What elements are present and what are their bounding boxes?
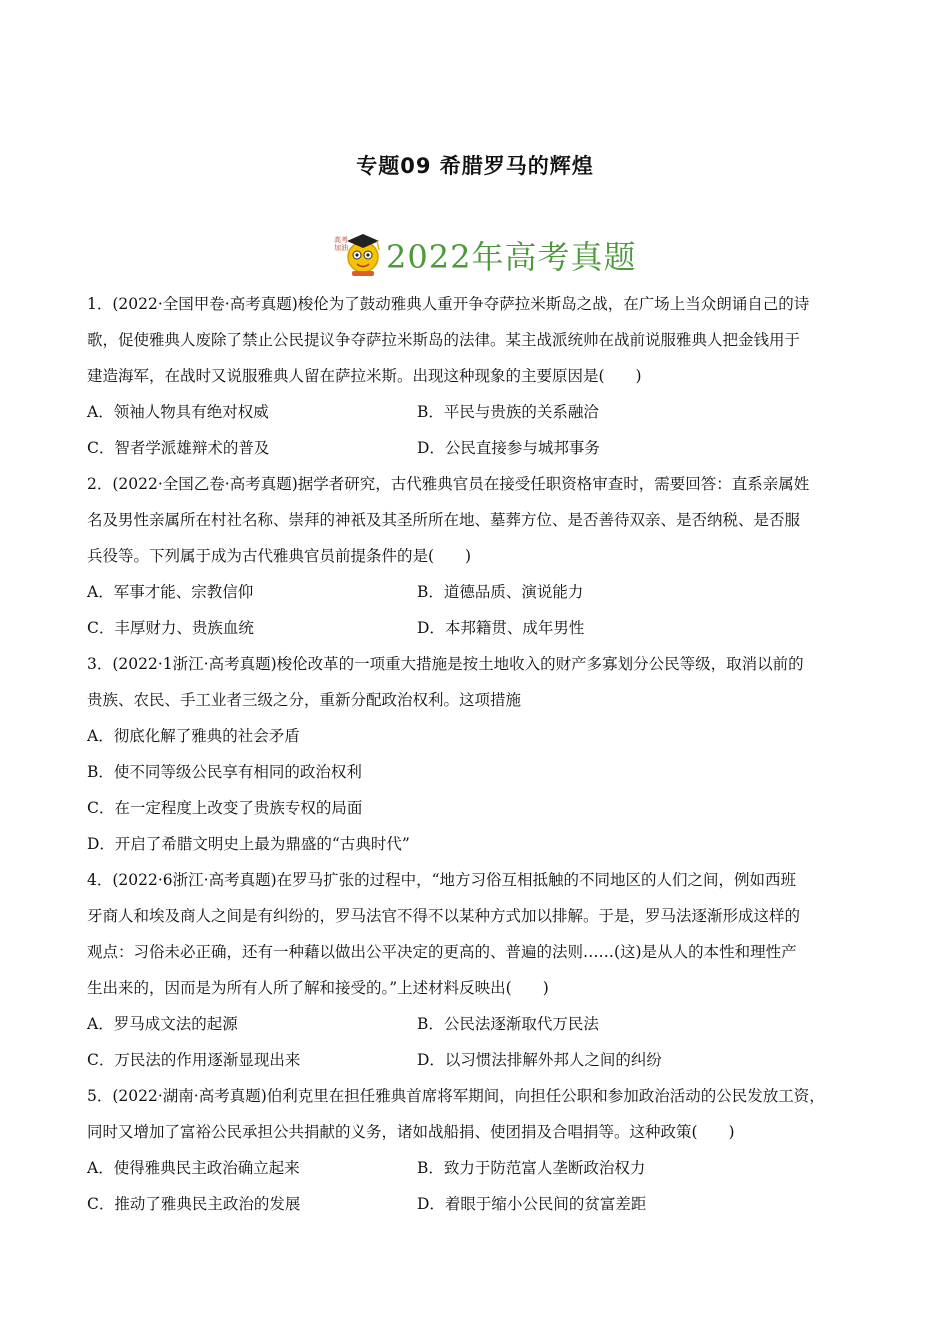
option-d: D．开启了希腊文明史上最为鼎盛的“古典时代” xyxy=(87,835,410,853)
option-a: A．彻底化解了雅典的社会矛盾 xyxy=(87,727,300,745)
option-d: D．着眼于缩小公民间的贫富差距 xyxy=(417,1195,647,1213)
option-b: B．使不同等级公民享有相同的政治权利 xyxy=(87,763,362,781)
question-text-line: 名及男性亲属所在村社名称、崇拜的神祇及其圣所所在地、墓葬方位、是否善待双亲、是否纳税、是否服 xyxy=(87,511,801,529)
question-text-line: 建造海军，在战时又说服雅典人留在萨拉米斯。出现这种现象的主要原因是( ) xyxy=(87,367,642,385)
mascot-caption: 高考加油 xyxy=(334,236,348,252)
option-row xyxy=(87,394,863,430)
question-2 xyxy=(87,466,863,646)
question-text-line: 观点：习俗未必正确，还有一种藉以做出公平决定的更高的、普遍的法则……(这)是从人的本性和理性产 xyxy=(87,943,797,961)
question-text-line: 1．(2022·全国甲卷·高考真题)梭伦为了鼓动雅典人重开争夺萨拉米斯岛之战，在广场上当众朗诵自己的诗 xyxy=(87,295,810,313)
question-text-line: 生出来的，因而是为所有人所了解和接受的。”上述材料反映出( ) xyxy=(87,979,549,997)
option-b: B．道德品质、演说能力 xyxy=(417,583,584,601)
option-d: D．以习惯法排解外邦人之间的纠纷 xyxy=(417,1051,662,1069)
question-5 xyxy=(87,1078,863,1222)
option-a: A．领袖人物具有绝对权威 xyxy=(87,403,269,421)
option-c: C．万民法的作用逐渐显现出来 xyxy=(87,1051,301,1069)
option-row xyxy=(87,1150,863,1186)
option-b: B．致力于防范富人垄断政治权力 xyxy=(417,1159,646,1177)
banner-text: 2022年高考真题 xyxy=(386,238,637,276)
option-a: A．罗马成文法的起源 xyxy=(87,1015,238,1033)
option-a: A．军事才能、宗教信仰 xyxy=(87,583,254,601)
option-d: D．公民直接参与城邦事务 xyxy=(417,439,600,457)
option-row xyxy=(87,610,863,646)
option-b: B．平民与贵族的关系融洽 xyxy=(417,403,599,421)
option-a: A．使得雅典民主政治确立起来 xyxy=(87,1159,300,1177)
question-text-line: 4．(2022·6浙江·高考真题)在罗马扩张的过程中，“地方习俗互相抵触的不同地区的人们之间，例如西班 xyxy=(87,871,797,889)
option-c: C．丰厚财力、贵族血统 xyxy=(87,619,254,637)
page-title: 专题09 希腊罗马的辉煌 xyxy=(356,154,594,178)
question-text-line: 歌，促使雅典人废除了禁止公民提议争夺萨拉米斯岛的法律。某主战派统帅在战前说服雅典人把金钱用于 xyxy=(87,331,801,349)
question-text-line: 牙商人和埃及商人之间是有纠纷的，罗马法官不得不以某种方式加以排解。于是，罗马法逐渐形成这样的 xyxy=(87,907,801,925)
option-c: C．在一定程度上改变了贵族专权的局面 xyxy=(87,799,363,817)
option-c: C．智者学派雄辩术的普及 xyxy=(87,439,270,457)
question-text-line: 贵族、农民、手工业者三级之分，重新分配政治权利。这项措施 xyxy=(87,691,522,709)
option-row xyxy=(87,430,863,466)
mascot-icon xyxy=(330,228,386,278)
question-text-line: 同时又增加了富裕公民承担公共捐献的义务，诸如战船捐、使团捐及合唱捐等。这种政策( ) xyxy=(87,1123,735,1141)
option-row xyxy=(87,574,863,610)
option-c: C．推动了雅典民主政治的发展 xyxy=(87,1195,301,1213)
option-row xyxy=(87,1042,863,1078)
question-text-line: 2．(2022·全国乙卷·高考真题)据学者研究，古代雅典官员在接受任职资格审查时，需要回答：直系亲属姓 xyxy=(87,475,810,493)
question-text-line: 3．(2022·1浙江·高考真题)梭伦改革的一项重大措施是按土地收入的财产多寡划分公民等级，取消以前的 xyxy=(87,655,804,673)
question-3 xyxy=(87,646,863,862)
question-text-line: 兵役等。下列属于成为古代雅典官员前提条件的是( ) xyxy=(87,547,472,565)
question-1 xyxy=(87,286,863,466)
option-b: B．公民法逐渐取代万民法 xyxy=(417,1015,599,1033)
option-row xyxy=(87,1006,863,1042)
exam-banner xyxy=(330,228,637,278)
option-row xyxy=(87,1186,863,1222)
question-text-line: 5．(2022·湖南·高考真题)伯利克里在担任雅典首席将军期间，向担任公职和参加政治活动的公民发放工资， xyxy=(87,1087,825,1105)
option-d: D．本邦籍贯、成年男性 xyxy=(417,619,585,637)
question-list xyxy=(87,286,863,1222)
question-4 xyxy=(87,862,863,1078)
